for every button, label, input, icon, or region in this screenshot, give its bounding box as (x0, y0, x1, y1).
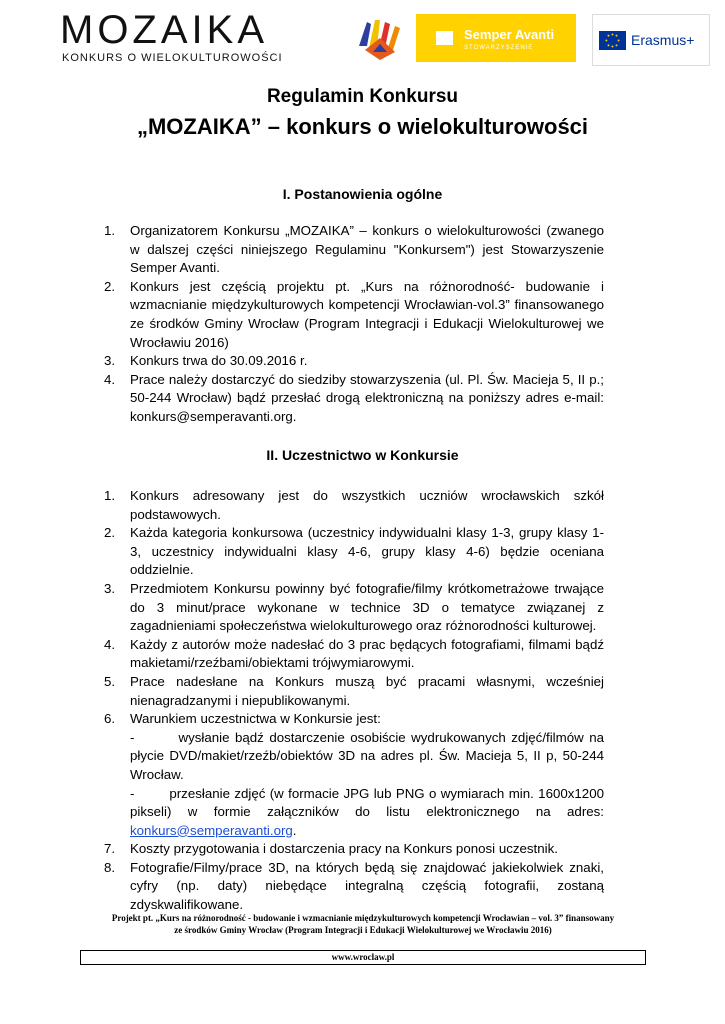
section2-list (104, 487, 608, 915)
list-item (104, 371, 604, 427)
mozaika-logo-subtitle: KONKURS O WIELOKULTUROWOŚCI (62, 52, 283, 64)
semper-avanti-name: Semper Avanti (464, 27, 555, 42)
list-item (104, 487, 604, 524)
item-text: Prace nadesłane na Konkurs muszą być pracami własnymi, wcześniej nienagradzanymi i niepublikowanymi. (130, 673, 604, 708)
list-item (104, 278, 604, 352)
document-title-line1: Regulamin Konkursu (266, 86, 459, 107)
item-number: 6. (104, 711, 116, 727)
document-title-line2: „MOZAIKA” – konkurs o wielokulturowości (136, 114, 589, 139)
email-link[interactable]: konkurs@semperavanti.org (130, 822, 293, 838)
sub-item-text-part: . (292, 822, 297, 838)
item-number: 5. (104, 673, 116, 689)
list-item (104, 840, 604, 859)
section1-title: I. Postanowienia ogólne (282, 186, 443, 202)
hands-logo-icon (355, 16, 405, 62)
section2-title: II. Uczestnictwo w Konkursie (266, 447, 459, 463)
erasmus-plus-name: Erasmus+ (631, 32, 695, 48)
section1-list (104, 222, 604, 427)
item-number: 4. (104, 371, 116, 387)
footer-line2: ze środków Gminy Wrocław (Program Integracji i Edukacji Wielokulturowej we Wrocławiu 2016) (174, 925, 552, 935)
item-text: Organizatorem Konkursu „MOZAIKA” – konkurs o wielokulturowości (zwanego w dalszej części niniejszego Regulaminu "Konkursem") jest Stowarzyszenie Semper Avanti. (130, 223, 604, 276)
item-number: 3. (104, 580, 116, 596)
item-text: Fotografie/Filmy/prace 3D, na których będą się znajdować jakiekolwiek znaki, cyfry (np. daty) niebędące integralną częścią fotografii, zostaną zdyskwalifikowane. (130, 859, 604, 913)
item-text: Konkurs jest częścią projektu pt. „Kurs na różnorodność- budowanie i wzmacnianie międzykulturowych kompetencji Wrocławian-vol.3” finansowanego ze środków Gminy Wrocław (Program Integracji i Edukacji Wielokulturowej we Wrocławiu 2016) (130, 278, 604, 350)
footer-url[interactable]: www.wroclaw.pl (331, 952, 395, 962)
list-item (104, 222, 604, 278)
list-item (104, 673, 604, 710)
item-number: 1. (104, 488, 116, 503)
item-number: 1. (104, 223, 116, 238)
item-number: 8. (104, 859, 116, 875)
list-item (104, 636, 604, 673)
sub-item-text (130, 785, 608, 841)
list-item (104, 352, 604, 371)
item-text: Warunkiem uczestnictwa w Konkursie jest: (130, 711, 381, 727)
eu-flag-icon (599, 31, 626, 50)
envelope-icon (436, 31, 453, 45)
list-item (104, 524, 604, 580)
item-number: 3. (104, 353, 116, 369)
header (0, 0, 725, 90)
sub-item-text-part: - przesłanie zdjęć (w formacie JPG lub PNG o wymiarach min. 1600x1200 pikseli) w formie załączników do listu elektronicznego na adres: (130, 785, 608, 820)
semper-avanti-logo (416, 14, 576, 62)
item-text: Przedmiotem Konkursu powinny być fotografie/filmy krótkometrażowe trwające do 3 minut/prace wykonane w technice 3D o tematyce związanej z zagadnieniami społeczeństwa wielokulturowego oraz różnorodności kulturowej. (130, 580, 604, 634)
footer-url-box (80, 950, 646, 965)
list-item (104, 859, 604, 915)
item-number: 4. (104, 636, 116, 652)
item-text: Konkurs adresowany jest do wszystkich uczniów wrocławskich szkół podstawowych. (130, 488, 604, 522)
item-number: 7. (104, 841, 116, 857)
footer-line1: Projekt pt. „Kurs na różnorodność - budowanie i wzmacnianie międzykulturowych kompetencji Wrocławian – vol. 3” finansowany (111, 913, 615, 923)
item-text: Koszty przygotowania i dostarczenia pracy na Konkurs ponosi uczestnik. (130, 841, 558, 857)
item-number: 2. (104, 525, 116, 541)
semper-avanti-subtitle: STOWARZYSZENIE (464, 45, 534, 51)
item-text: Każdy z autorów może nadesłać do 3 prac będących fotografiami, filmami bądź makietami/rzeźbami/obiektami trójwymiarowymi. (130, 636, 604, 671)
list-item (104, 580, 604, 636)
footer-project-note (80, 912, 646, 936)
list-item (104, 710, 608, 840)
item-text: Konkurs trwa do 30.09.2016 r. (130, 353, 308, 369)
item-number: 2. (104, 278, 116, 294)
item-text: Każda kategoria konkursowa (uczestnicy indywidualni klasy 1-3, grupy klasy 1-3, uczestnicy indywidualni klasy 4-6, grupy klasy 4-6) będzie oceniana oddzielnie. (130, 525, 604, 578)
erasmus-plus-logo (592, 14, 710, 66)
mozaika-logo-title: MOZAIKA (60, 8, 269, 52)
sub-item-text: - wysłanie bądź dostarczenie osobiście wydrukowanych zdjęć/filmów na płycie DVD/makiet/rzeźb/obiektów 3D na adres pl. Św. Macieja 5, II p, 50-244 Wrocław. (130, 729, 608, 782)
item-text: Prace należy dostarczyć do siedziby stowarzyszenia (ul. Pl. Św. Macieja 5, II p.; 50-244 Wrocław) bądź przesłać drogą elektroniczną na poniższy adres e-mail: konkurs@semperavanti.org. (130, 371, 604, 424)
